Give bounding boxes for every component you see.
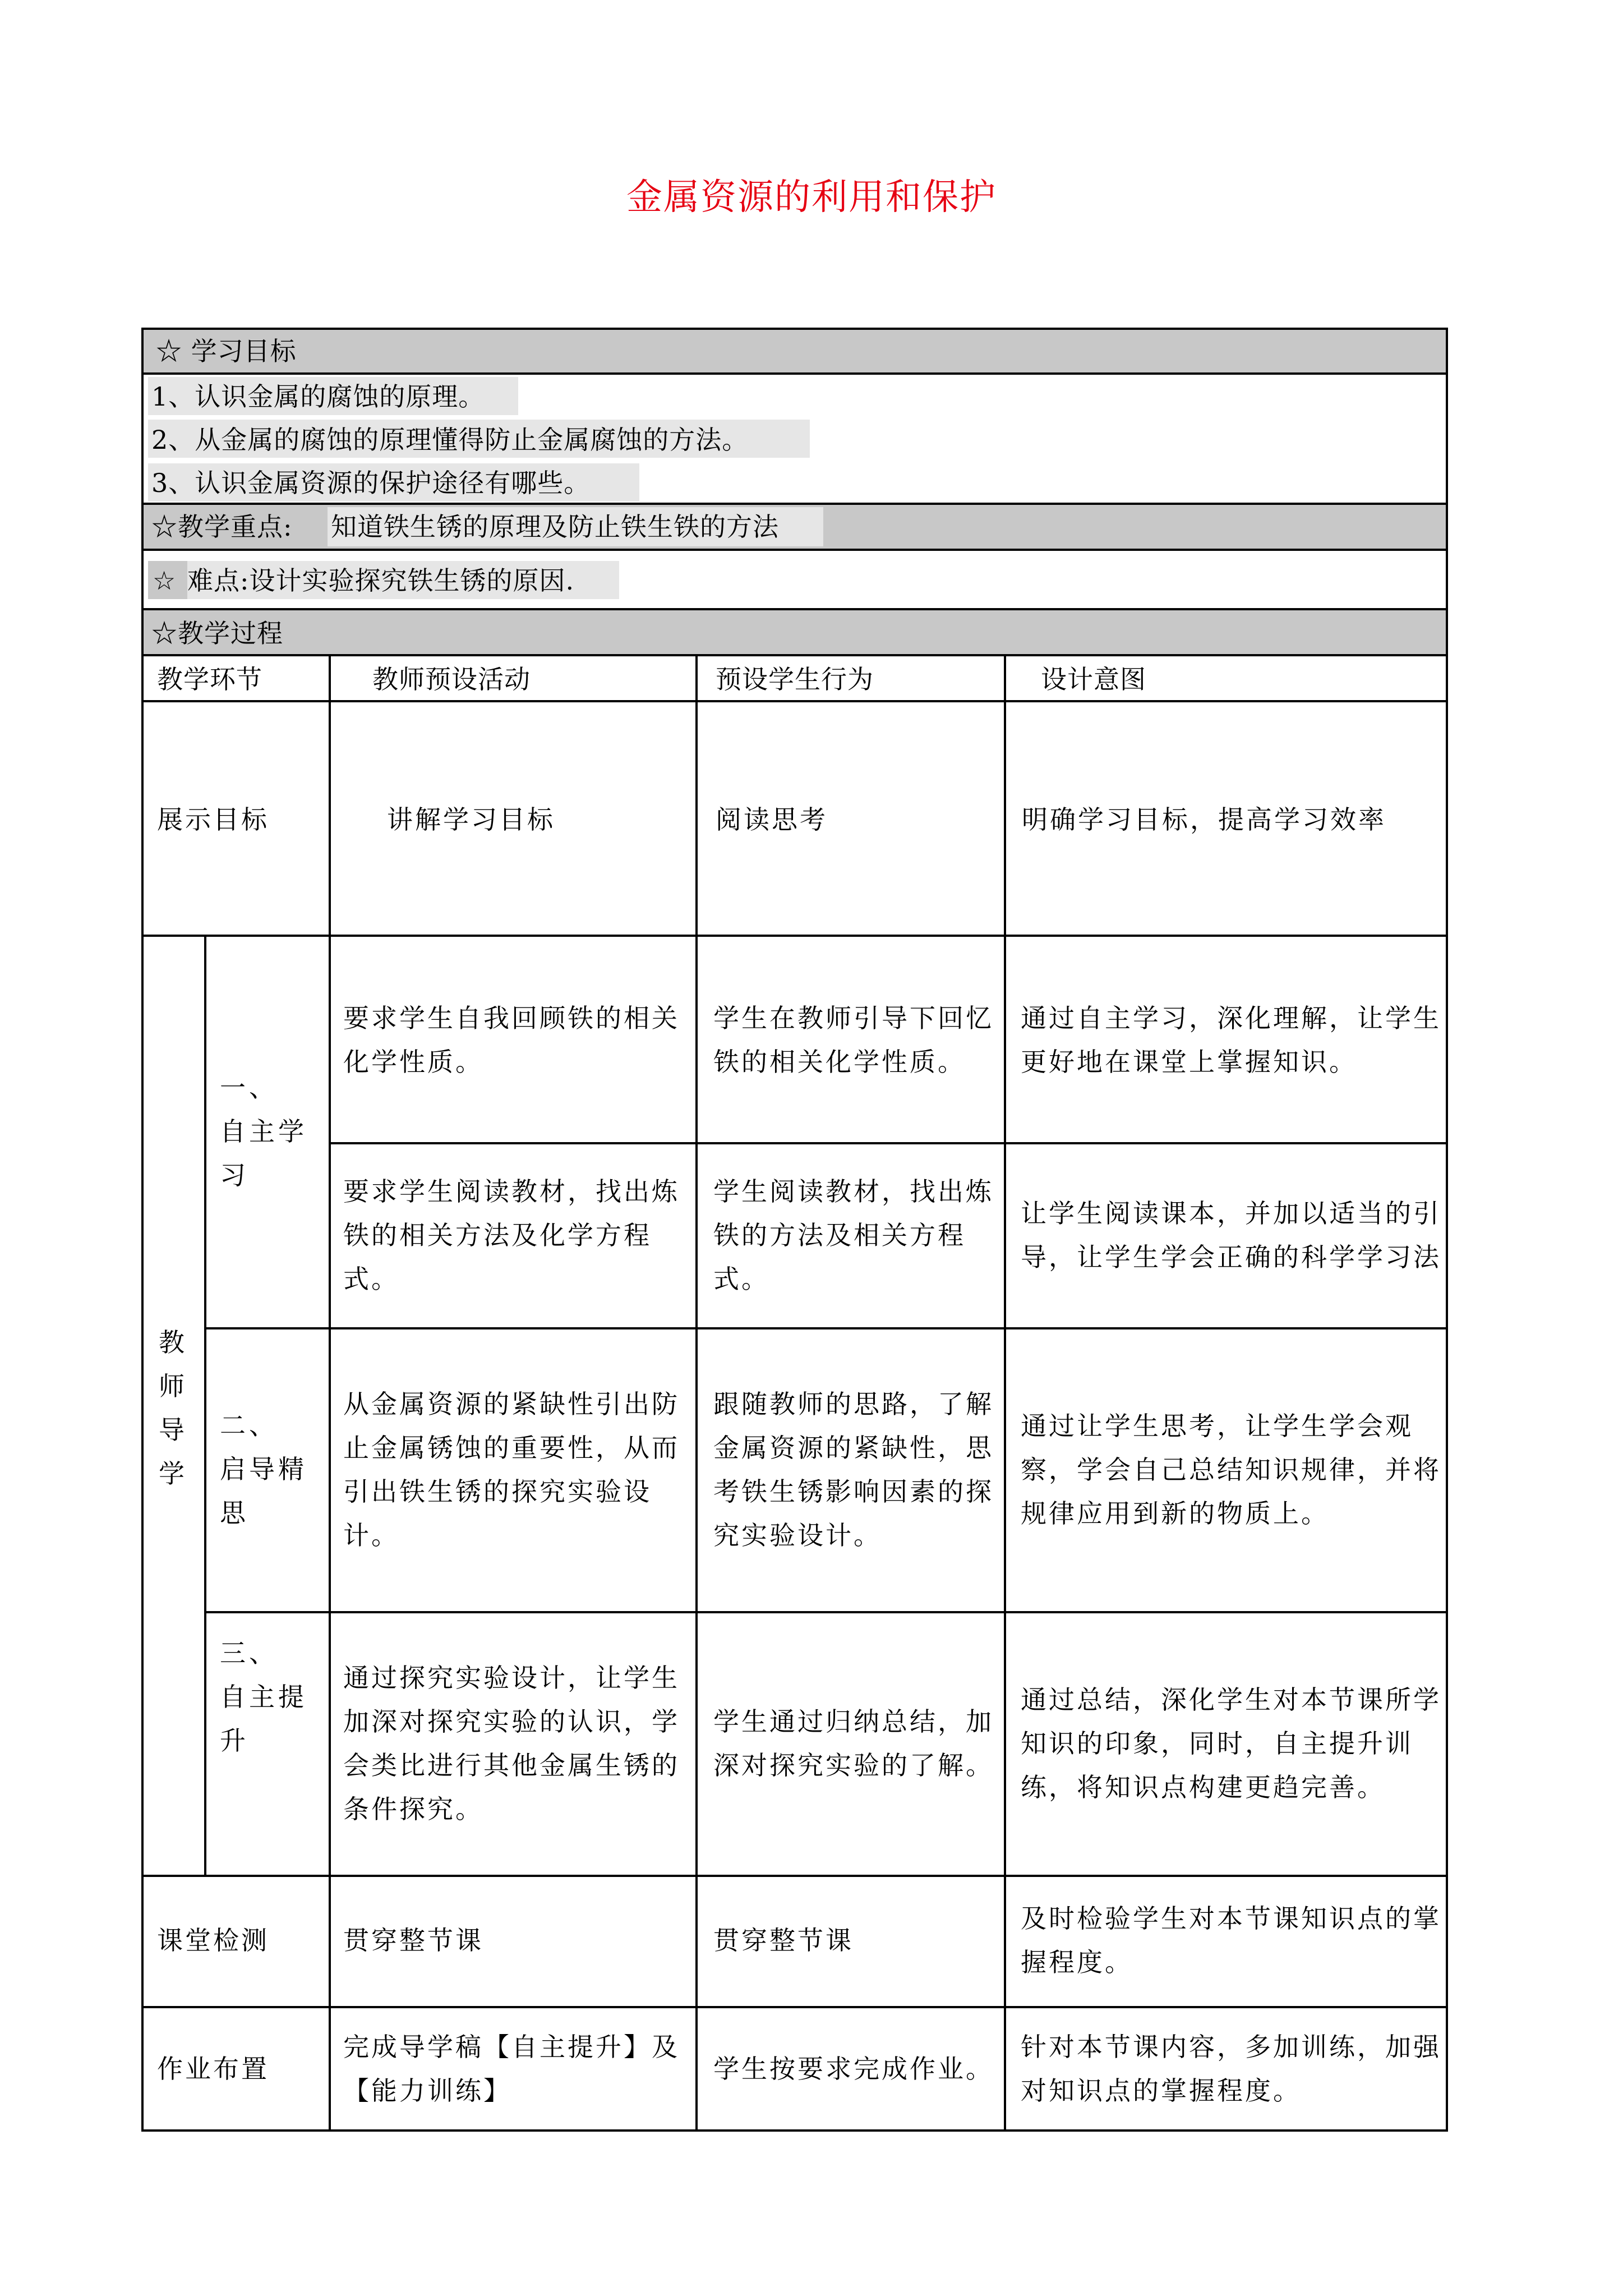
sub3-label: [220, 1631, 332, 1763]
process-header: ☆教学过程: [151, 618, 283, 648]
difficulty-text: 难点:设计实验探究铁生锈的原因.: [187, 565, 575, 596]
student-sub1-a: 学生在教师引导下回忆铁的相关化学性质。: [713, 1003, 994, 1077]
teacher-sub1-b: 要求学生阅读教材，找出炼铁的相关方法及化学方程式。: [343, 1176, 680, 1294]
sub2-label: [220, 1404, 332, 1535]
stage-show-goal: 展示目标: [157, 804, 269, 835]
table-rule: [141, 503, 1448, 505]
teacher-show-goal: 讲解学习目标: [387, 804, 555, 835]
page-title: 金属资源的利用和保护: [626, 177, 997, 218]
stage-homework: 作业布置: [157, 2054, 269, 2084]
sub3-label-line: 升: [220, 1726, 249, 1756]
student-sub1-b: 学生阅读教材，找出炼铁的方法及相关方程式。: [713, 1176, 994, 1294]
table-border: [141, 328, 144, 2132]
student-homework: 学生按要求完成作业。: [713, 2054, 994, 2084]
sub1-label-line: 自主学: [220, 1116, 307, 1147]
sub2-label-line: 思: [220, 1498, 249, 1528]
process-header-bg: [142, 610, 1447, 655]
key-point-text: 知道铁生锈的原理及防止铁生铁的方法: [331, 512, 779, 542]
sub1-label-line: 一、: [220, 1073, 278, 1103]
teacher-sub2: 从金属资源的紧缺性引出防止金属锈蚀的重要性，从而引出铁生锈的探究实验设计。: [343, 1389, 680, 1550]
difficulty-star: ☆: [153, 565, 177, 596]
column-header-student: 预设学生行为: [716, 664, 874, 694]
objectives-header: ☆ 学习目标: [156, 336, 297, 366]
table-rule: [204, 935, 206, 1876]
table-rule: [141, 700, 1448, 702]
sub1-label-line: 习: [220, 1160, 249, 1190]
table-rule: [1004, 654, 1006, 2132]
intent-sub3: 通过总结，深化学生对本节课所学知识的印象，同时，自主提升训练，将知识点构建更趋完善。: [1021, 1685, 1441, 1802]
sub2-label-line: 二、: [220, 1410, 278, 1441]
table-rule: [141, 2129, 1448, 2132]
table-rule: [141, 328, 1448, 330]
student-show-goal: 阅读思考: [716, 804, 828, 835]
table-rule: [695, 654, 698, 2132]
objective-item: 2、从金属的腐蚀的原理懂得防止金属腐蚀的方法。: [151, 425, 749, 455]
intent-sub1-a: 通过自主学习，深化理解，让学生更好地在课堂上掌握知识。: [1021, 1003, 1441, 1077]
intent-sub1-b: 让学生阅读课本，并加以适当的引导，让学生学会正确的科学学习法: [1021, 1198, 1441, 1272]
teacher-sub3: 通过探究实验设计，让学生加深对探究实验的认识，学会类比进行其他金属生锈的条件探究。: [343, 1663, 680, 1824]
intent-show-goal: 明确学习目标，提高学习效率: [1022, 804, 1386, 835]
table-border: [1446, 328, 1448, 2132]
column-header-teacher: 教师预设活动: [372, 664, 531, 694]
intent-check: 及时检验学生对本节课知识点的掌握程度。: [1021, 1903, 1441, 1977]
objectives-header-bg: [142, 329, 1447, 374]
table-rule: [205, 1611, 1448, 1613]
sub3-label-line: 自主提: [220, 1682, 307, 1712]
student-sub2: 跟随教师的思路，了解金属资源的紧缺性，思考铁生锈影响因素的探究实验设计。: [713, 1389, 994, 1550]
table-rule: [141, 549, 1448, 551]
table-rule: [141, 372, 1448, 375]
guide-label: 教师导学: [159, 1327, 185, 1489]
student-check: 贯穿整节课: [713, 1925, 854, 1955]
key-point-label: ☆教学重点:: [151, 512, 293, 542]
table-rule: [141, 654, 1448, 656]
teacher-check: 贯穿整节课: [343, 1925, 483, 1955]
table-rule: [141, 1875, 1448, 1877]
table-rule: [141, 2006, 1448, 2008]
table-rule: [141, 935, 1448, 937]
objective-item: 3、认识金属资源的保护途径有哪些。: [151, 468, 591, 498]
objective-item: 1、认识金属的腐蚀的原理。: [151, 381, 485, 412]
sub3-label-line: 三、: [220, 1638, 278, 1668]
intent-sub2: 通过让学生思考，让学生学会观察，学会自己总结知识规律，并将规律应用到新的物质上。: [1021, 1411, 1441, 1529]
sub2-label-line: 启导精: [220, 1454, 307, 1484]
intent-homework: 针对本节课内容，多加训练，加强对知识点的掌握程度。: [1021, 2032, 1441, 2106]
sub1-label: [220, 1066, 332, 1197]
table-rule: [205, 1327, 1448, 1329]
student-sub3: 学生通过归纳总结，加深对探究实验的了解。: [713, 1706, 994, 1780]
stage-check: 课堂检测: [157, 1925, 269, 1955]
table-rule: [330, 1142, 1448, 1144]
column-header-stage: 教学环节: [157, 664, 262, 694]
teacher-homework: 完成导学稿【自主提升】及【能力训练】: [343, 2032, 680, 2106]
table-rule: [141, 608, 1448, 610]
column-header-intent: 设计意图: [1041, 664, 1146, 694]
table-rule: [329, 654, 331, 2132]
teacher-sub1-a: 要求学生自我回顾铁的相关化学性质。: [343, 1003, 680, 1077]
